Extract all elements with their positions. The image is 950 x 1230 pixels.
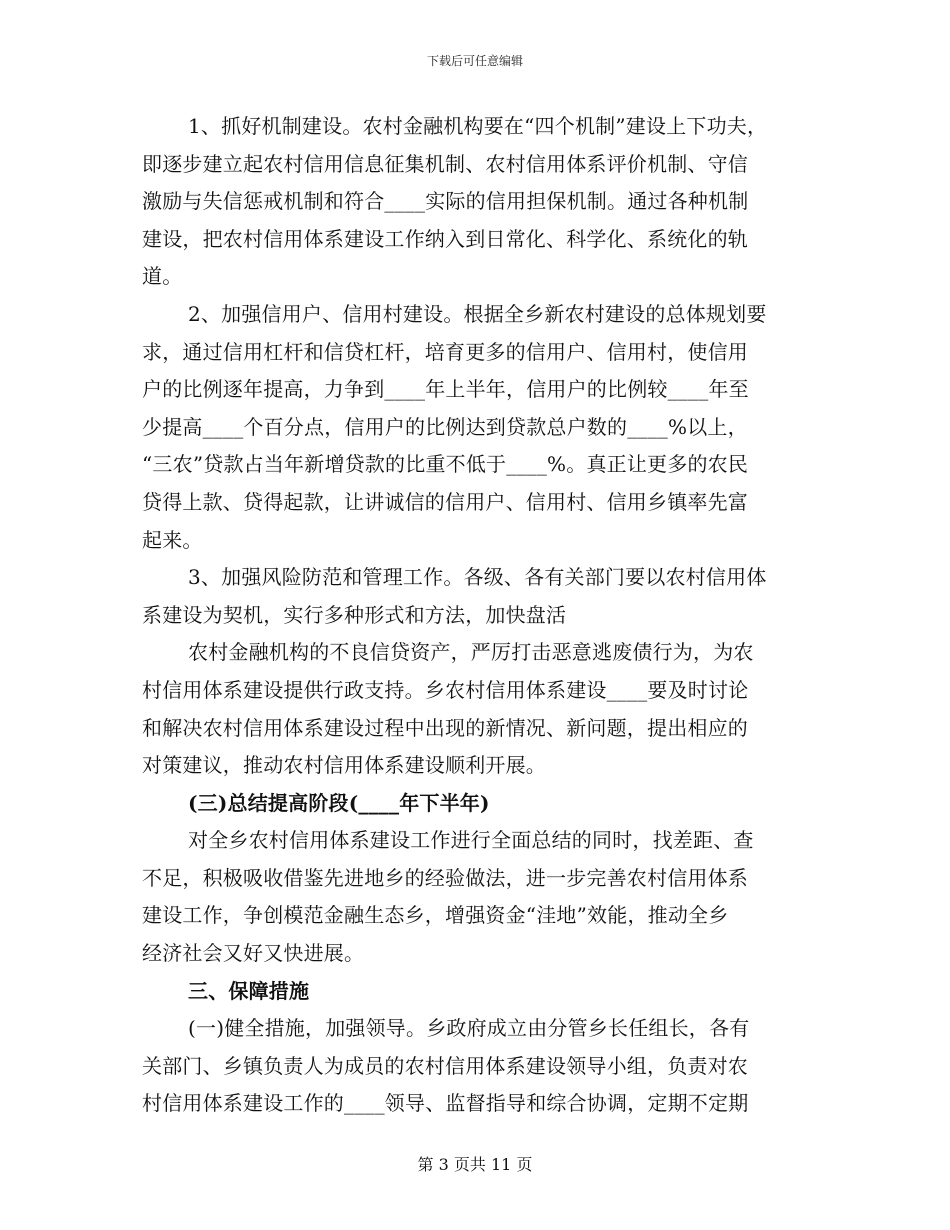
text-line: 建设工作，争创模范金融生态乡，增强资金“洼地”效能，推动全乡 — [142, 903, 729, 928]
text-line: 道。 — [142, 264, 183, 289]
text-line: 贷得上款、贷得起款，让讲诚信的信用户、信用村、信用乡镇率先富 — [142, 489, 748, 514]
text-line: 关部门、乡镇负责人为成员的农村信用体系建设领导小组，负责对农 — [142, 1053, 748, 1078]
text-line: 求，通过信用杠杆和信贷杠杆，培育更多的信用户、信用村，使信用 — [142, 339, 748, 364]
page-header: 下载后可任意编辑 — [426, 54, 523, 68]
text-line: 起来。 — [142, 527, 203, 552]
text-line: 3、加强风险防范和管理工作。各级、各有关部门要以农村信用体 — [188, 565, 767, 590]
text-line: 1、抓好机制建设。农村金融机构要在“四个机制”建设上下功夫， — [188, 114, 768, 138]
text-line: 系建设为契机，实行多种形式和方法，加快盘活 — [142, 602, 567, 627]
text-line: 建设，把农村信用体系建设工作纳入到日常化、科学化、系统化的轨 — [142, 226, 748, 251]
text-line: (一)健全措施，加强领导。乡政府成立由分管乡长任组长，各有 — [188, 1016, 750, 1041]
section-heading: (三)总结提高阶段(____年下半年) — [188, 790, 490, 815]
text-line: 农村金融机构的不良信贷资产，严厉打击恶意逃废债行为，为农 — [188, 640, 754, 665]
text-line: 对策建议，推动农村信用体系建设顺利开展。 — [142, 753, 546, 778]
text-line: 即逐步建立起农村信用信息征集机制、农村信用体系评价机制、守信 — [142, 151, 748, 176]
text-line: 2、加强信用户、信用村建设。根据全乡新农村建设的总体规划要 — [188, 301, 767, 326]
text-line: 户的比例逐年提高，力争到____年上半年，信用户的比例较____年至 — [142, 377, 749, 402]
document-body — [142, 108, 822, 1123]
text-line: 少提高____个百分点，信用户的比例达到贷款总户数的____%以上， — [142, 414, 748, 439]
text-line: 和解决农村信用体系建设过程中出现的新情况、新问题，提出相应的 — [142, 715, 748, 740]
text-line: 对全乡农村信用体系建设工作进行全面总结的同时，找差距、查 — [188, 828, 754, 853]
text-line: 经济社会又好又快进展。 — [142, 941, 365, 966]
section-heading: 三、保障措施 — [188, 978, 310, 1003]
page-footer: 第 3 页共 11 页 — [417, 1155, 533, 1174]
text-line: 村信用体系建设提供行政支持。乡农村信用体系建设____要及时讨论 — [142, 677, 749, 702]
text-line: 村信用体系建设工作的____领导、监督指导和综合协调，定期不定期 — [142, 1091, 749, 1116]
text-line: 激励与失信惩戒机制和符合____实际的信用担保机制。通过各种机制 — [142, 189, 749, 214]
text-line: 不足，积极吸收借鉴先进地乡的经验做法，进一步完善农村信用体系 — [142, 865, 748, 890]
text-line: “三农”贷款占当年新增贷款的比重不低于____%。真正让更多的农民 — [142, 452, 749, 477]
